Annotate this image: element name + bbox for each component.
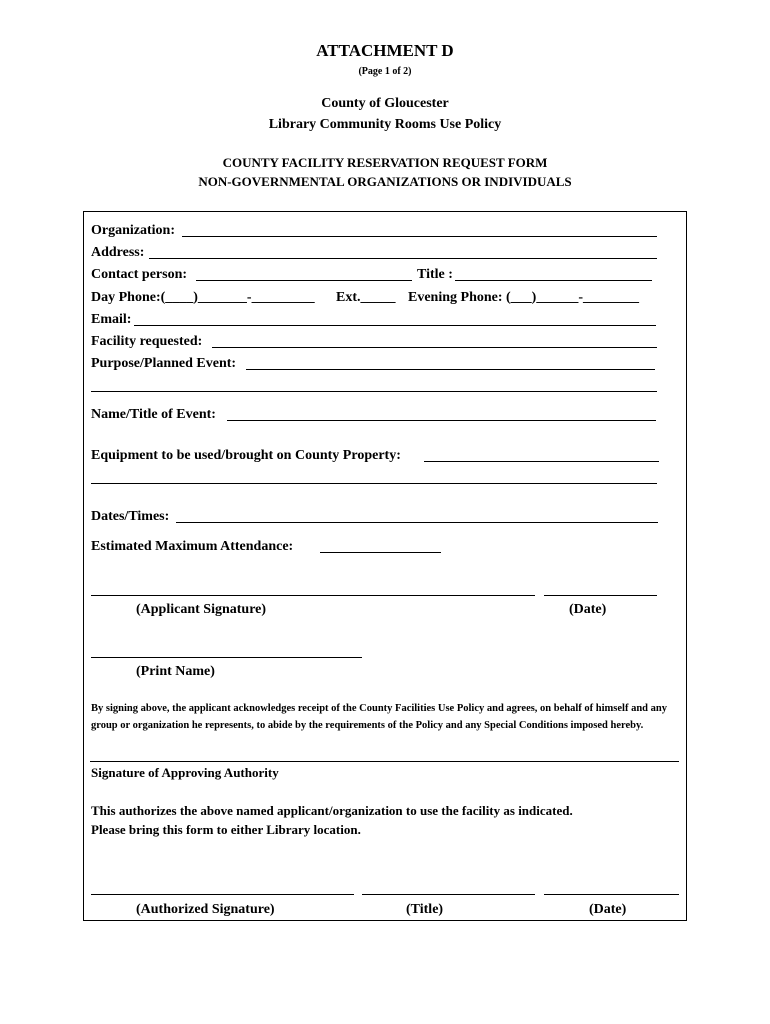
- attendance-label: Estimated Maximum Attendance:: [91, 539, 294, 554]
- purpose-field-line-2[interactable]: [91, 391, 657, 392]
- authorized-title-line[interactable]: [362, 894, 535, 895]
- dates-times-label: Dates/Times:: [91, 509, 170, 524]
- evening-phone-field[interactable]: Evening Phone: (___)______-________: [408, 290, 639, 305]
- event-name-field[interactable]: [227, 420, 656, 421]
- email-field[interactable]: [134, 325, 656, 326]
- title-label: Title :: [417, 267, 453, 282]
- day-phone-field[interactable]: Day Phone:(____)_______-_________: [91, 290, 315, 305]
- authorized-title-caption: (Title): [406, 902, 444, 917]
- contact-person-field[interactable]: [196, 280, 412, 281]
- authorization-text-line-1: This authorizes the above named applicant/organization to use the facility as indicated.: [91, 803, 573, 818]
- section-divider: [90, 761, 679, 762]
- authorized-signature-caption: (Authorized Signature): [136, 902, 275, 917]
- applicant-signature-caption: (Applicant Signature): [136, 602, 267, 617]
- print-name-caption: (Print Name): [136, 664, 215, 679]
- authorization-text-line-2: Please bring this form to either Library location.: [91, 822, 361, 837]
- facility-label: Facility requested:: [91, 334, 203, 349]
- approving-authority-heading: Signature of Approving Authority: [91, 765, 279, 780]
- applicant-signature-line[interactable]: [91, 595, 535, 596]
- authorized-date-caption: (Date): [589, 902, 627, 917]
- print-name-line[interactable]: [91, 657, 362, 658]
- form-title: COUNTY FACILITY RESERVATION REQUEST FORM: [222, 155, 548, 170]
- facility-field[interactable]: [212, 347, 657, 348]
- document-title: ATTACHMENT D: [316, 41, 454, 60]
- organization-field[interactable]: [182, 236, 657, 237]
- contact-person-label: Contact person:: [91, 267, 188, 282]
- email-label: Email:: [91, 312, 132, 327]
- authorized-signature-line[interactable]: [91, 894, 354, 895]
- address-field[interactable]: [149, 258, 657, 259]
- acknowledgement-text: By signing above, the applicant acknowledges receipt of the County Facilities Use Policy and agrees, on behalf of himself and any group or organization he represents, to abide by the requirements of the Policy and any Special Conditions imposed hereby.: [91, 703, 667, 731]
- applicant-date-caption: (Date): [569, 602, 607, 617]
- title-field[interactable]: [455, 280, 652, 281]
- equipment-field[interactable]: [424, 461, 659, 462]
- purpose-label: Purpose/Planned Event:: [91, 356, 237, 371]
- dates-times-field[interactable]: [176, 522, 658, 523]
- county-name: County of Gloucester: [321, 96, 449, 111]
- applicant-date-line[interactable]: [544, 595, 657, 596]
- policy-name: Library Community Rooms Use Policy: [268, 117, 502, 132]
- equipment-label: Equipment to be used/brought on County Property:: [91, 448, 401, 463]
- attendance-field[interactable]: [320, 552, 441, 553]
- page-info: (Page 1 of 2): [358, 66, 412, 77]
- authorized-date-line[interactable]: [544, 894, 679, 895]
- event-name-label: Name/Title of Event:: [91, 407, 216, 422]
- ext-field[interactable]: Ext._____: [336, 290, 396, 305]
- address-label: Address:: [91, 245, 145, 260]
- form-subtitle: NON-GOVERNMENTAL ORGANIZATIONS OR INDIVIDUALS: [198, 174, 572, 189]
- organization-label: Organization:: [91, 223, 175, 238]
- equipment-field-line-2[interactable]: [91, 483, 657, 484]
- purpose-field[interactable]: [246, 369, 655, 370]
